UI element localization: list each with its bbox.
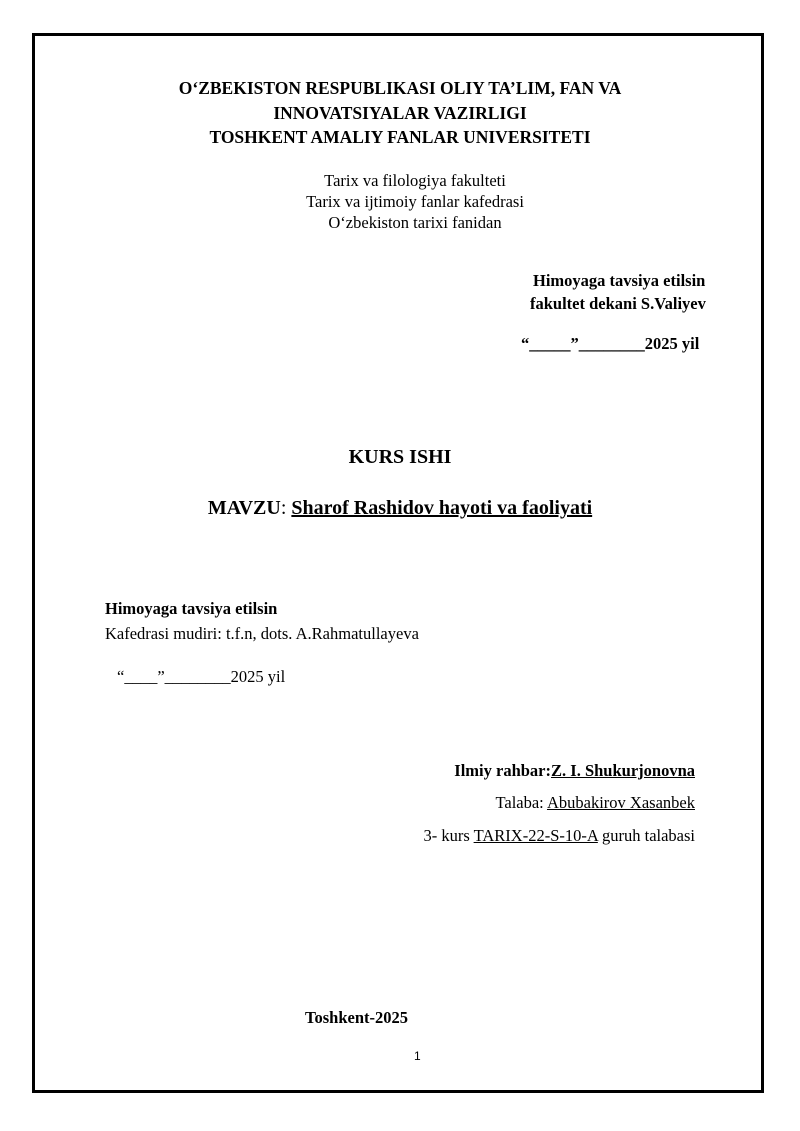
department-approval-date: “____”________2025 yil [117,667,286,686]
city-year: Toshkent-2025 [305,1008,409,1027]
dean-approval-name: fakultet dekani S.Valiyev [530,294,706,313]
university-name: TOSHKENT AMALIY FANLAR UNIVERSITETI [209,127,591,147]
supervisor-name: Z. I. Shukurjonovna [551,761,695,780]
student-name: Abubakirov Xasanbek [546,793,695,812]
topic-title: Sharof Rashidov hayoti va faoliyati [291,497,593,519]
faculty-name: Tarix va filologiya fakulteti [324,171,506,190]
supervisor-line [454,763,695,780]
department-name: Tarix va ijtimoiy fanlar kafedrasi [306,192,524,211]
course-suffix: guruh talabasi [597,826,695,845]
topic-line [0,498,800,518]
page-number: 1 [414,1049,421,1063]
topic-label: MAVZU [207,497,281,519]
department-head: Kafedrasi mudiri: t.f.n, dots. A.Rahmatullayeva [105,624,419,643]
student-course-line [423,828,695,845]
topic-colon: : [280,497,287,519]
student-line [495,795,695,812]
group-code: TARIX-22-S-10-A [473,826,598,845]
supervisor-label: Ilmiy rahbar: [454,761,552,780]
department-approval-title: Himoyaga tavsiya etilsin [105,599,278,618]
course-prefix: 3- kurs [423,826,474,845]
dean-approval-title: Himoyaga tavsiya etilsin [533,271,706,290]
dean-approval-date: “_____”________2025 yil [521,334,700,353]
work-type-title: KURS ISHI [348,446,452,468]
student-label: Talaba: [495,793,547,812]
subject-name: O‘zbekiston tarixi fanidan [328,213,502,232]
ministry-line-1: O‘ZBEKISTON RESPUBLIKASI OLIY TA’LIM, FAN VA [178,78,622,98]
ministry-line-2: INNOVATSIYALAR VAZIRLIGI [273,103,527,123]
